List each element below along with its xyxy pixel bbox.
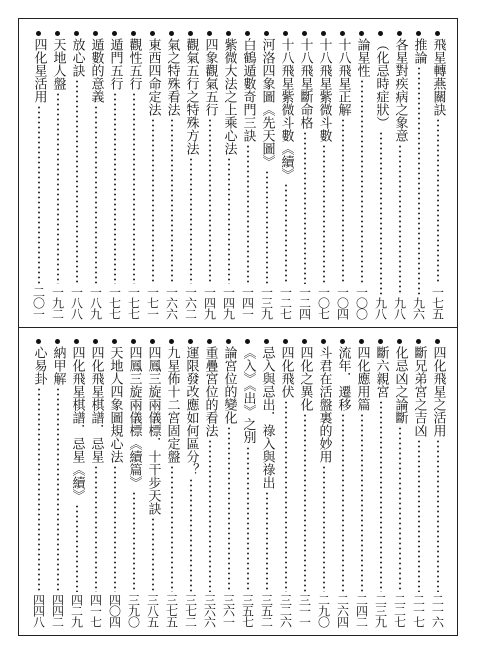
toc-entry[interactable] [257,335,276,629]
toc-entry-page-number: 二九〇 [316,594,331,627]
toc-entry-page-number: 一七一 [145,286,160,319]
bullet-icon [93,339,98,344]
bullet-icon [74,339,79,344]
toc-entry-title: 四化之異化 [297,346,313,411]
toc-entry-page-number: 四二九 [69,594,84,627]
toc-entry-title: 四化飛星棋譜．忌星《續》 [69,346,85,502]
toc-entry[interactable] [390,27,409,321]
bullet-icon [93,31,98,36]
toc-entry-page-number: 一六六 [164,286,179,319]
toc-entry[interactable] [409,335,428,629]
toc-entry-title: 四象觀氣五行 [202,38,218,116]
toc-entry[interactable] [200,335,219,629]
toc-entry-title: 斷六親宮 [373,346,389,398]
bullet-icon [340,31,345,36]
toc-entry-title: 四鳳三旋兩儀標．十干步天訣 [145,346,161,515]
bullet-icon [188,31,193,36]
bullet-icon [264,31,269,36]
toc-entry[interactable] [257,27,276,321]
toc-entry-title: 十八飛星正解 [335,38,351,116]
bullet-icon [36,31,41,36]
bullet-icon [416,339,421,344]
toc-entry-page-number: 三七五 [164,594,179,627]
bullet-icon [245,339,250,344]
toc-entry[interactable] [162,335,181,629]
bullet-icon [283,339,288,344]
dot-leader [323,465,325,592]
dot-leader [342,413,344,592]
toc-entry-title: 《入》《出》之別 [240,346,256,444]
toc-entry[interactable] [124,335,143,629]
bullet-icon [36,339,41,344]
bullet-icon [435,31,440,36]
toc-entry-title: 飛星轉燕關訣 [430,38,446,116]
toc-entry-page-number: 一三九 [259,286,274,319]
toc-entry-page-number: 一四一 [240,286,255,319]
toc-entry[interactable] [219,27,238,321]
toc-entry-page-number: 一六二 [183,286,198,319]
dot-leader [152,517,154,592]
bullet-icon [112,339,117,344]
bullet-icon [416,31,421,36]
bullet-icon [74,31,79,36]
toc-entry-page-number: 二〇一 [31,286,46,319]
toc-entry-title: 天地人四象圖規心法 [107,346,123,463]
toc-entry-title: 納甲解 [50,346,66,385]
bullet-icon [188,339,193,344]
toc-entry-page-number: 二一七 [411,594,426,627]
bullet-icon [131,339,136,344]
bullet-icon [283,31,288,36]
dot-leader [285,183,287,284]
toc-entry[interactable] [219,335,238,629]
toc-entry[interactable] [352,335,371,629]
toc-entry[interactable] [238,335,257,629]
toc-entry-title: 斷兄弟宮之吉凶 [411,346,427,437]
bullet-icon [55,339,60,344]
toc-entry-title: 白鶴遁數奇門三訣 [240,38,256,142]
bullet-icon [340,339,345,344]
bullet-icon [321,31,326,36]
toc-entry-page-number: 二六四 [335,594,350,627]
toc-entry-page-number: 九八 [392,297,407,319]
toc-entry[interactable] [143,335,162,629]
toc-entry-page-number: 四四二 [50,594,65,627]
dot-leader [209,118,211,284]
bullet-icon [207,31,212,36]
dot-leader [190,157,192,284]
toc-entry[interactable] [276,27,295,321]
toc-entry-title: 觀性五行 [126,38,142,90]
dot-leader [114,92,116,284]
toc-entry[interactable] [333,335,352,629]
dot-leader [133,491,135,592]
toc-entry-page-number: 二三九 [373,594,388,627]
toc-entry-page-number: 三二六 [278,594,293,627]
dot-leader [304,413,306,592]
toc-entry[interactable] [295,335,314,629]
toc-entry-title: 斗君在活盤裏的妙用 [316,346,332,463]
toc-entry-title: 紫微大法之上乘心法 [221,38,237,155]
toc-entry[interactable] [143,27,162,321]
dot-leader [228,426,230,592]
toc-entry-page-number: 一九二 [50,286,65,319]
toc-entry-page-number: 三六一 [221,594,236,627]
toc-entry-page-number: 一七七 [107,286,122,319]
toc-entry-title: 四鳳三旋兩儀標《續篇》 [126,346,142,489]
toc-entry-title: 四化星活用 [31,38,47,103]
toc-entry-title: 各星對疾病之象意 [392,38,408,142]
dot-leader [38,387,40,592]
toc-entry[interactable] [428,27,447,321]
toc-entry-title: 四化應用篇 [354,346,370,411]
toc-entry-page-number: 三一一 [297,594,312,627]
toc-entry-title: 放心訣 [69,38,85,77]
bullet-icon [55,31,60,36]
toc-entry[interactable] [352,27,371,321]
toc-entry[interactable] [86,27,105,321]
toc-entry-page-number: 一〇四 [335,286,350,319]
toc-entry-title: 十八飛星紫微斗數 [316,38,332,142]
toc-entry[interactable] [124,27,143,321]
dot-leader [399,426,401,592]
bullet-icon [359,31,364,36]
toc-entry-page-number: 二四二 [354,594,369,627]
bullet-icon [131,31,136,36]
toc-entry-title: 四化飛星棋譜．忌星 [88,346,104,463]
bullet-icon [112,31,117,36]
bullet-icon [150,31,155,36]
toc-entry[interactable] [181,335,200,629]
toc-entry-page-number: 三七二 [183,594,198,627]
toc-entry-title: 遁數的意義 [88,38,104,103]
dot-leader [399,144,401,295]
toc-entry[interactable] [371,335,390,629]
bullet-icon [302,31,307,36]
toc-entry-page-number: 四一七 [88,594,103,627]
toc-entry[interactable] [105,27,124,321]
toc-entry[interactable] [86,335,105,629]
toc-entry-title: 東西四命定法 [145,38,161,116]
dot-leader [361,413,363,592]
dot-leader [95,465,97,592]
dot-leader [437,439,439,592]
toc-entry-page-number: 三六六 [202,594,217,627]
dot-leader [418,66,420,295]
toc-page [18,18,458,636]
dot-leader [285,400,287,592]
toc-entry[interactable] [48,27,67,321]
dot-leader [114,465,116,592]
toc-entry-page-number: 一四九 [202,286,217,319]
dot-leader [323,144,325,284]
toc-entry-title: 忌入與忌出．祿入與祿出 [259,346,275,489]
dot-leader [418,439,420,592]
dot-leader [133,92,135,284]
toc-entry[interactable] [371,27,390,321]
toc-entry[interactable] [409,27,428,321]
toc-entry-title: 十八飛星紫微斗數《續》 [278,38,294,181]
toc-entry-title: 推論 [411,38,427,64]
dot-leader [76,504,78,592]
toc-entry-title: 天地人盤 [50,38,66,90]
bullet-icon [150,339,155,344]
dot-leader [380,131,382,295]
toc-entry[interactable] [314,335,333,629]
toc-entry-page-number: 九六 [411,297,426,319]
dot-leader [266,491,268,592]
toc-entry-page-number: 三五二 [259,594,274,627]
toc-entry[interactable] [428,335,447,629]
dot-leader [171,465,173,592]
dot-leader [437,118,439,284]
dot-leader [228,157,230,284]
toc-entry-title: 運限發改應如何區分？ [183,346,199,476]
toc-entry-title: 化忌凶之論斷 [392,346,408,424]
toc-entry-title: （化忌時症狀） [373,38,389,129]
toc-entry-page-number: 一四九 [221,286,236,319]
toc-entry-page-number: 一二四 [297,286,312,319]
toc-entry-page-number: 四〇四 [107,594,122,627]
toc-entry-title: 流年．遷移 [335,346,351,411]
toc-entry[interactable] [162,27,181,321]
toc-entry-page-number: 二一六 [430,594,445,627]
bullet-icon [226,339,231,344]
toc-entry-page-number: 一〇〇 [354,286,369,319]
toc-entry-page-number: 一八九 [88,286,103,319]
dot-leader [304,131,306,284]
bullet-icon [169,339,174,344]
toc-entry-title: 氣之特殊看法 [164,38,180,116]
toc-entry-title: 心易卦 [31,346,47,385]
toc-entry-title: 論星性 [354,38,370,77]
dot-leader [76,79,78,284]
toc-entry[interactable] [333,27,352,321]
toc-entry[interactable] [29,335,48,629]
toc-entry-page-number: 二二七 [392,594,407,627]
toc-entry-title: 重疊宮位的看法 [202,346,218,437]
toc-entry-page-number: 一〇七 [316,286,331,319]
dot-leader [247,446,249,593]
toc-entry-page-number: 三八五 [145,594,160,627]
dot-leader [361,79,363,284]
toc-bottom-half [29,335,447,629]
toc-entry[interactable] [29,27,48,321]
toc-entry-page-number: 一七七 [126,286,141,319]
toc-entry-page-number: 一七五 [430,286,445,319]
dot-leader [95,105,97,284]
bullet-icon [397,339,402,344]
toc-entry-title: 觀氣五行之特殊方法 [183,38,199,155]
toc-entry-title: 四化飛伏 [278,346,294,398]
dot-leader [152,118,154,284]
toc-entry[interactable] [181,27,200,321]
bullet-icon [207,339,212,344]
dot-leader [380,400,382,592]
dot-leader [266,170,268,284]
toc-entry[interactable] [105,335,124,629]
dot-leader [247,144,249,284]
toc-entry[interactable] [200,27,219,321]
dot-leader [38,105,40,284]
dot-leader [57,387,59,592]
toc-entry[interactable] [276,335,295,629]
toc-entry-page-number: 九八 [373,297,388,319]
toc-entry-title: 遁門五行 [107,38,123,90]
bullet-icon [245,31,250,36]
toc-entry-page-number: 三五七 [240,594,255,627]
bullet-icon [169,31,174,36]
toc-entry-page-number: 一二七 [278,286,293,319]
toc-entry-title: 九星佈十二宮固定盤 [164,346,180,463]
toc-top-half [29,27,447,321]
toc-entry-page-number: 四四八 [31,594,46,627]
bullet-icon [435,339,440,344]
bullet-icon [359,339,364,344]
bullet-icon [302,339,307,344]
toc-entry-title: 河洛四象圖《先天圖》 [259,38,275,168]
bullet-icon [397,31,402,36]
dot-leader [209,439,211,592]
bullet-icon [378,339,383,344]
toc-entry[interactable] [314,27,333,321]
toc-entry[interactable] [67,335,86,629]
toc-entry-title: 論宮位的變化 [221,346,237,424]
toc-entry[interactable] [295,27,314,321]
toc-entry[interactable] [238,27,257,321]
toc-entry-page-number: 一八八 [69,286,84,319]
bullet-icon [264,339,269,344]
divider-line [19,327,457,328]
toc-entry[interactable] [67,27,86,321]
dot-leader [57,92,59,284]
dot-leader [171,118,173,284]
toc-entry[interactable] [390,335,409,629]
bullet-icon [321,339,326,344]
toc-entry[interactable] [48,335,67,629]
bullet-icon [378,31,383,36]
toc-entry-page-number: 三九〇 [126,594,141,627]
dot-leader [190,478,192,592]
bullet-icon [226,31,231,36]
toc-entry-title: 四化飛星之活用 [430,346,446,437]
dot-leader [342,118,344,284]
toc-entry-title: 十八飛星斷命格 [297,38,313,129]
